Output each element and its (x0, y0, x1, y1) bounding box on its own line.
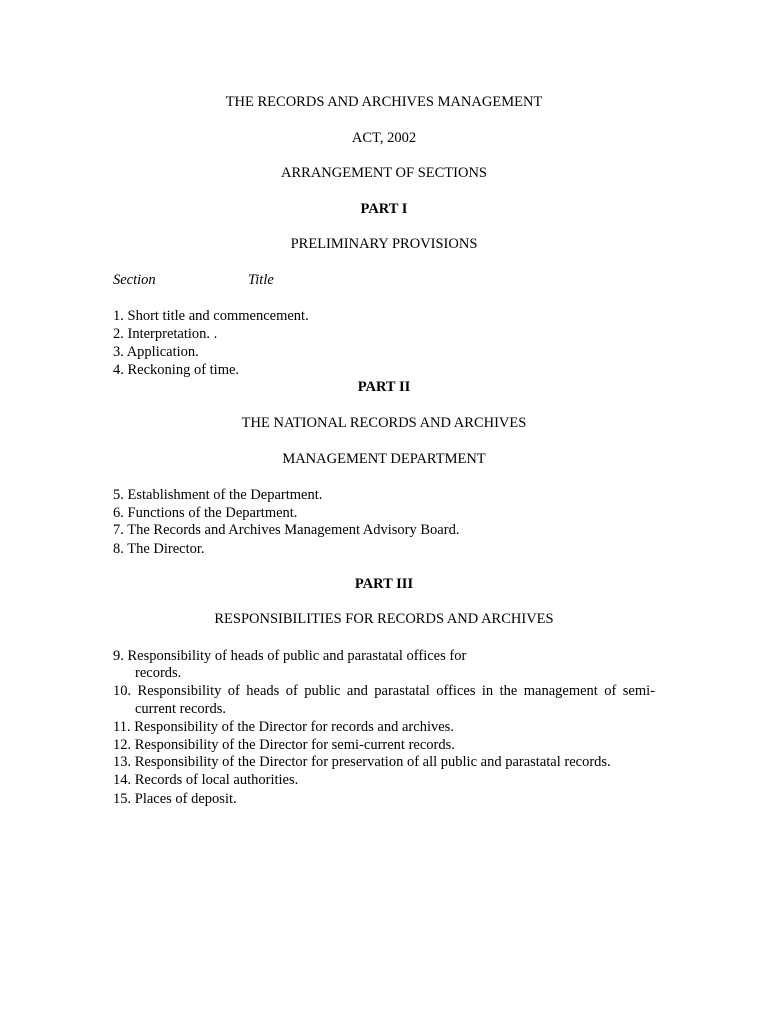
column-label-title: Title (248, 272, 274, 288)
section-item-10: 10. Responsibility of heads of public and parastatal offices in the management of semi- (113, 683, 655, 699)
section-item-2: 2. Interpretation. . (113, 326, 218, 342)
section-item-10-continuation: current records. (135, 701, 226, 717)
section-item-9: 9. Responsibility of heads of public and parastatal offices for (113, 648, 467, 664)
section-item-4: 4. Reckoning of time. (113, 362, 240, 378)
section-item-7: 7. The Records and Archives Management Advisory Board. (113, 522, 460, 538)
part2-subheading-line2: MANAGEMENT DEPARTMENT (282, 451, 486, 467)
section-item-6: 6. Functions of the Department. (113, 505, 298, 521)
section-item-8: 8. The Director. (113, 541, 205, 557)
section-item-9-continuation: records. (135, 665, 182, 681)
section-item-5: 5. Establishment of the Department. (113, 487, 323, 503)
section-item-11: 11. Responsibility of the Director for records and archives. (113, 719, 454, 735)
section-item-12: 12. Responsibility of the Director for semi-current records. (113, 737, 455, 753)
column-label-section: Section (113, 272, 156, 288)
act-title-line2: ACT, 2002 (351, 130, 417, 146)
part1-heading: PART I (360, 201, 408, 217)
section-item-15: 15. Places of deposit. (113, 791, 237, 807)
section-item-14: 14. Records of local authorities. (113, 772, 299, 788)
section-item-13: 13. Responsibility of the Director for preservation of all public and parastatal records. (113, 754, 611, 770)
part3-heading: PART III (354, 576, 414, 592)
part3-subheading: RESPONSIBILITIES FOR RECORDS AND ARCHIVES (214, 611, 554, 627)
section-item-1: 1. Short title and commencement. (113, 308, 309, 324)
part2-subheading-line1: THE NATIONAL RECORDS AND ARCHIVES (241, 415, 527, 431)
arrangement-heading: ARRANGEMENT OF SECTIONS (281, 165, 487, 181)
act-title-line1: THE RECORDS AND ARCHIVES MANAGEMENT (225, 94, 543, 110)
part1-subheading: PRELIMINARY PROVISIONS (290, 236, 478, 252)
section-item-3: 3. Application. (113, 344, 199, 360)
part2-heading: PART II (357, 379, 411, 395)
